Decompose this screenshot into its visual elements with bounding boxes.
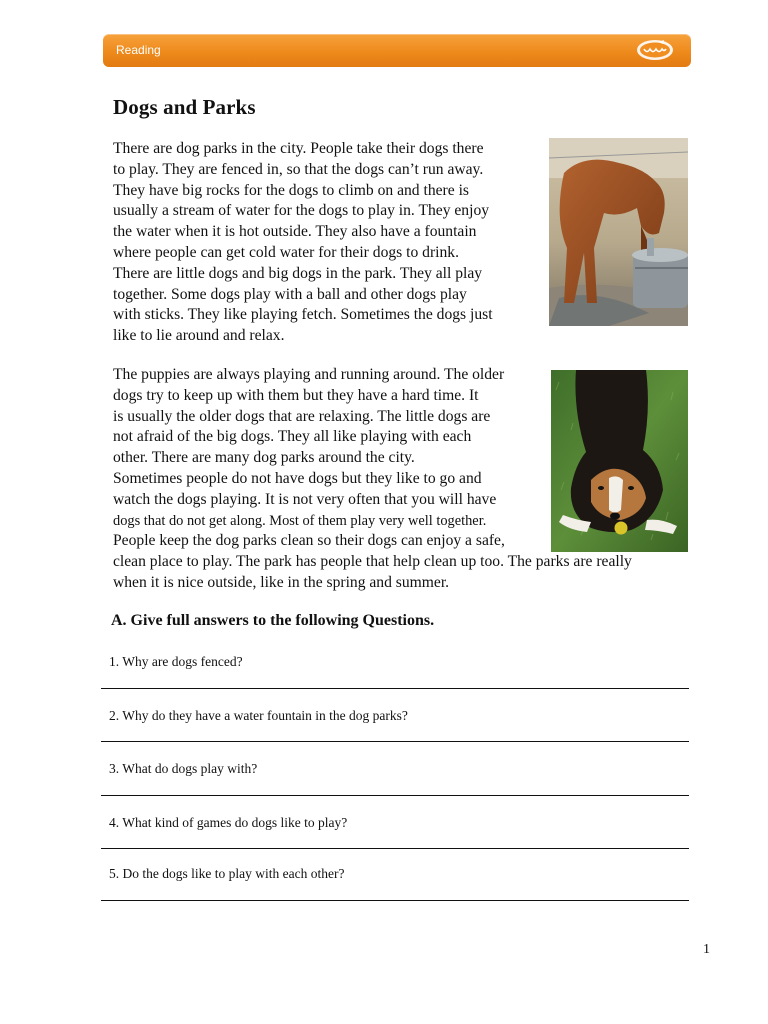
- paragraph-line: They have big rocks for the dogs to climb on and there is: [113, 181, 469, 199]
- answer-line-2[interactable]: [101, 741, 689, 742]
- answer-line-3[interactable]: [101, 795, 689, 796]
- paragraph-line: dogs that do not get along. Most of them play very well together.: [113, 512, 487, 529]
- page-title: Dogs and Parks: [113, 95, 256, 119]
- section-label: Reading: [116, 43, 161, 57]
- paragraph-line: to play. They are fenced in, so that the dogs can’t run away.: [113, 160, 484, 178]
- paragraph-line: where people can get cold water for their dogs to drink.: [113, 243, 459, 261]
- answer-line-5[interactable]: [101, 900, 689, 901]
- question-2: 2. Why do they have a water fountain in the dog parks?: [109, 708, 408, 723]
- question-3: 3. What do dogs play with?: [109, 761, 258, 776]
- paragraph-line: not afraid of the big dogs. They all like playing with each: [113, 428, 472, 446]
- answer-line-1[interactable]: [101, 688, 689, 689]
- paragraph-line: other. There are many dog parks around the city.: [113, 449, 415, 467]
- paragraph-line: Sometimes people do not have dogs but they like to go and: [113, 469, 482, 487]
- reading-paragraph-1: [113, 139, 493, 347]
- paragraph-line: is usually the older dogs that are relaxing. The little dogs are: [113, 407, 491, 425]
- question-1: 1. Why are dogs fenced?: [109, 654, 243, 669]
- page-number: 1: [703, 942, 710, 957]
- dog-lying-on-grass-photo: [551, 370, 688, 552]
- paragraph-line: together. Some dogs play with a ball and other dogs play: [113, 285, 467, 303]
- paragraph-line: The puppies are always playing and running around. The older: [113, 366, 505, 383]
- paragraph-line: clean place to play. The park has people that help clean up too. The parks are really: [113, 553, 632, 571]
- paragraph-line: with sticks. They like playing fetch. Sometimes the dogs just: [113, 306, 493, 324]
- paragraph-line: People keep the dog parks clean so their dogs can enjoy a safe,: [113, 532, 505, 550]
- paragraph-line: like to lie around and relax.: [113, 327, 285, 345]
- paragraph-line: There are dog parks in the city. People take their dogs there: [113, 140, 484, 157]
- paragraph-line: the water when it is hot outside. They also have a fountain: [113, 223, 477, 241]
- paragraph-line: dogs try to keep up with them but they have a hard time. It: [113, 386, 479, 404]
- paragraph-line: when it is nice outside, like in the spring and summer.: [113, 573, 450, 591]
- question-4: 4. What kind of games do dogs like to play?: [109, 815, 348, 830]
- section-header-bar: [103, 34, 691, 67]
- paragraph-line: watch the dogs playing. It is not very often that you will have: [113, 490, 497, 508]
- answer-line-4[interactable]: [101, 848, 689, 849]
- logo-badge-icon: [635, 38, 675, 62]
- paragraph-line: There are little dogs and big dogs in the park. They all play: [113, 264, 483, 282]
- questions-heading: A. Give full answers to the following Questions.: [111, 612, 435, 629]
- paragraph-line: usually a stream of water for the dogs to play in. They enjoy: [113, 202, 490, 220]
- dog-drinking-fountain-photo: [549, 138, 688, 326]
- question-5: 5. Do the dogs like to play with each other?: [109, 866, 345, 881]
